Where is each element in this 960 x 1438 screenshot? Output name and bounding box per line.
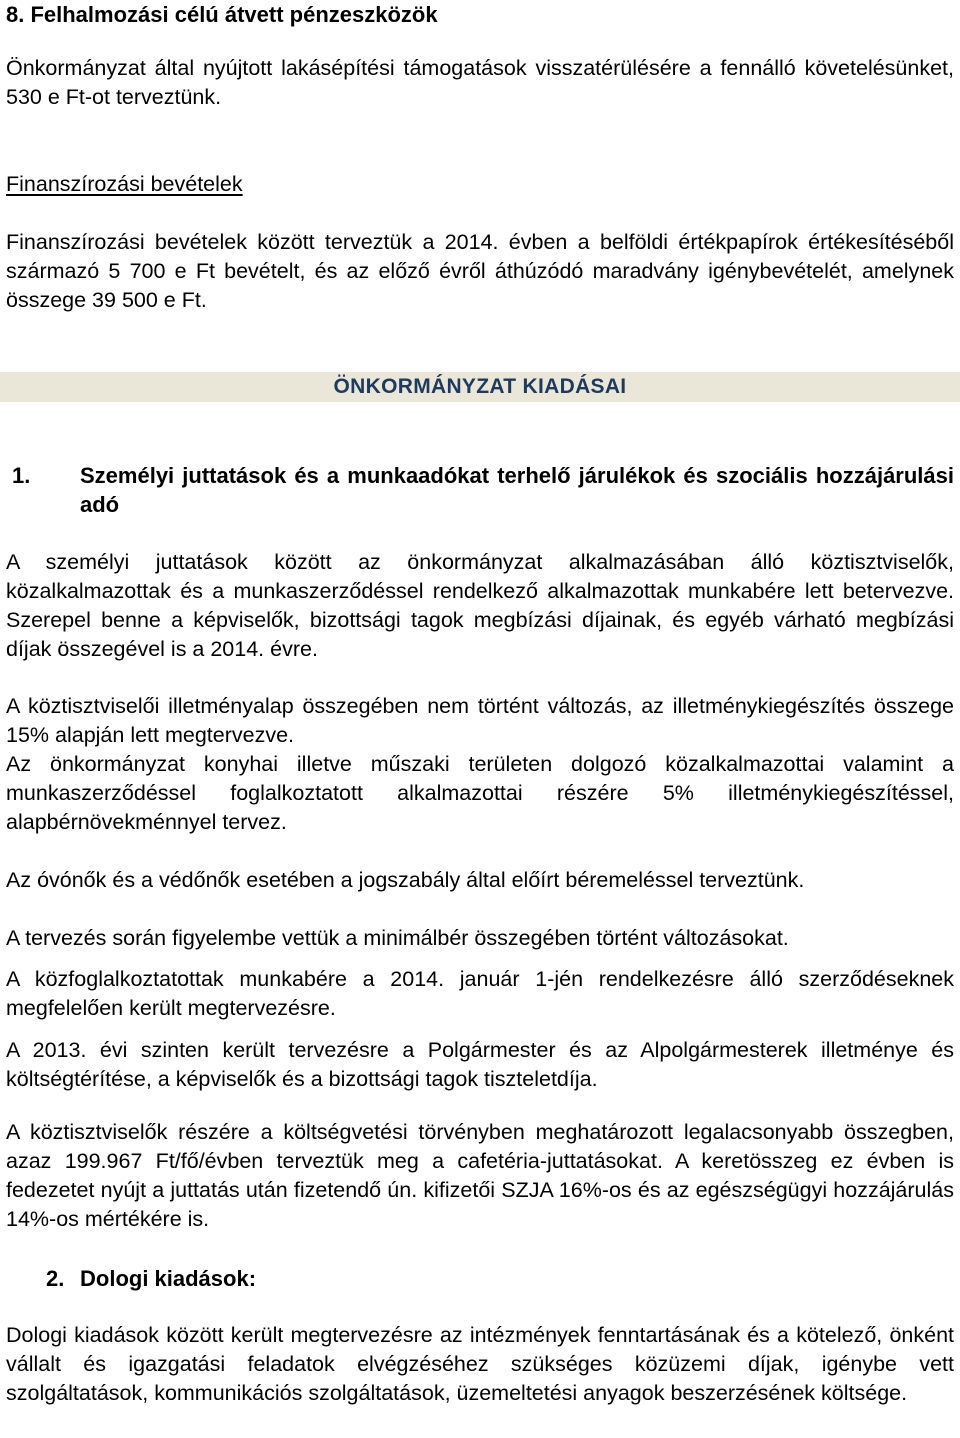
section-1-paragraph: A 2013. évi szinten került tervezésre a Polgármester és az Alpolgármesterek illetménye és költségtérítése, a képviselők és a bizottsági tagok tiszteletdíja. — [6, 1038, 954, 1091]
financing-heading: Finanszírozási bevételek — [6, 172, 243, 196]
section-8-paragraph: Önkormányzat által nyújtott lakásépítési támogatások visszatérülésére a fennálló követelésünket, 530 e Ft-ot terveztünk. — [6, 56, 954, 109]
section-1-paragraph: A tervezés során figyelembe vettük a minimálbér összegében történt változásokat. — [6, 926, 789, 950]
section-1-heading — [12, 461, 954, 519]
section-1-paragraph: Az óvónők és a védőnők esetében a jogszabály által előírt béremeléssel terveztünk. — [6, 868, 805, 892]
section-8-heading: 8. Felhalmozási célú átvett pénzeszközök — [6, 2, 438, 27]
expenses-banner-title: ÖNKORMÁNYZAT KIADÁSAI — [333, 375, 627, 398]
section-2-number: 2. — [46, 1266, 65, 1291]
section-1-paragraph: A közfoglalkoztatottak munkabére a 2014. január 1-jén rendelkezésre álló szerződéseknek megfelelően került megtervezésre. — [6, 967, 954, 1020]
section-1-paragraph: A köztisztviselők részére a költségvetési törvényben meghatározott legalacsonyabb összegben, azaz 199.967 Ft/fő/évben terveztük meg a cafetéria-juttatásokat. A keretösszeg ez évben is fedezetet nyújt a juttatás után fizetendő ún. kifizetői SZJA 16%-os és az egészségügyi hozzájárulás 14%-os mértékére is. — [6, 1120, 954, 1231]
section-2-heading-text: Dologi kiadások: — [80, 1266, 257, 1291]
section-1-heading-block — [12, 461, 954, 519]
section-2-paragraph: Dologi kiadások között került megtervezésre az intézmények fenntartásának és a kötelező, önként vállalt és igazgatási feladatok elvégzéséhez szükséges közüzemi díjak, igénybe vett szolgáltatások, kommunikációs szolgáltatások, üzemeltetési anyagok beszerzésének költsége. — [6, 1323, 954, 1405]
financing-paragraph: Finanszírozási bevételek között terveztük a 2014. évben a belföldi értékpapírok értékesítéséből származó 5 700 e Ft bevételt, és az előző évről áthúzódó maradvány igénybevételét, amelynek összege 39 500 e Ft. — [6, 230, 954, 312]
section-1-paragraph: A köztisztviselői illetményalap összegében nem történt változás, az illetménykiegészítés összege 15% alapján lett megtervezve. — [6, 694, 954, 747]
section-1-paragraph: Az önkormányzat konyhai illetve műszaki területen dolgozó közalkalmazottai valamint a munkaszerződéssel foglalkoztatott alkalmazottai részére 5% illetménykiegészítéssel, alapbérnövekménnyel tervez. — [6, 752, 954, 834]
section-1-number: 1. — [12, 463, 31, 488]
section-1-paragraph: A személyi juttatások között az önkormányzat alkalmazásában álló köztisztviselők, közalkalmazottak és a munkaszerződéssel rendelkező alkalmazottak munkabére lett betervezve. Szerepel benne a képviselők, bizottsági tagok megbízási díjainak, és egyéb várható megbízási díjak összegével is a 2014. évre. — [6, 550, 954, 661]
section-1-heading-text: Személyi juttatások és a munkaadókat terhelő járulékok és szociális hozzájárulási adó — [80, 463, 954, 517]
section-2-heading — [46, 1264, 954, 1293]
